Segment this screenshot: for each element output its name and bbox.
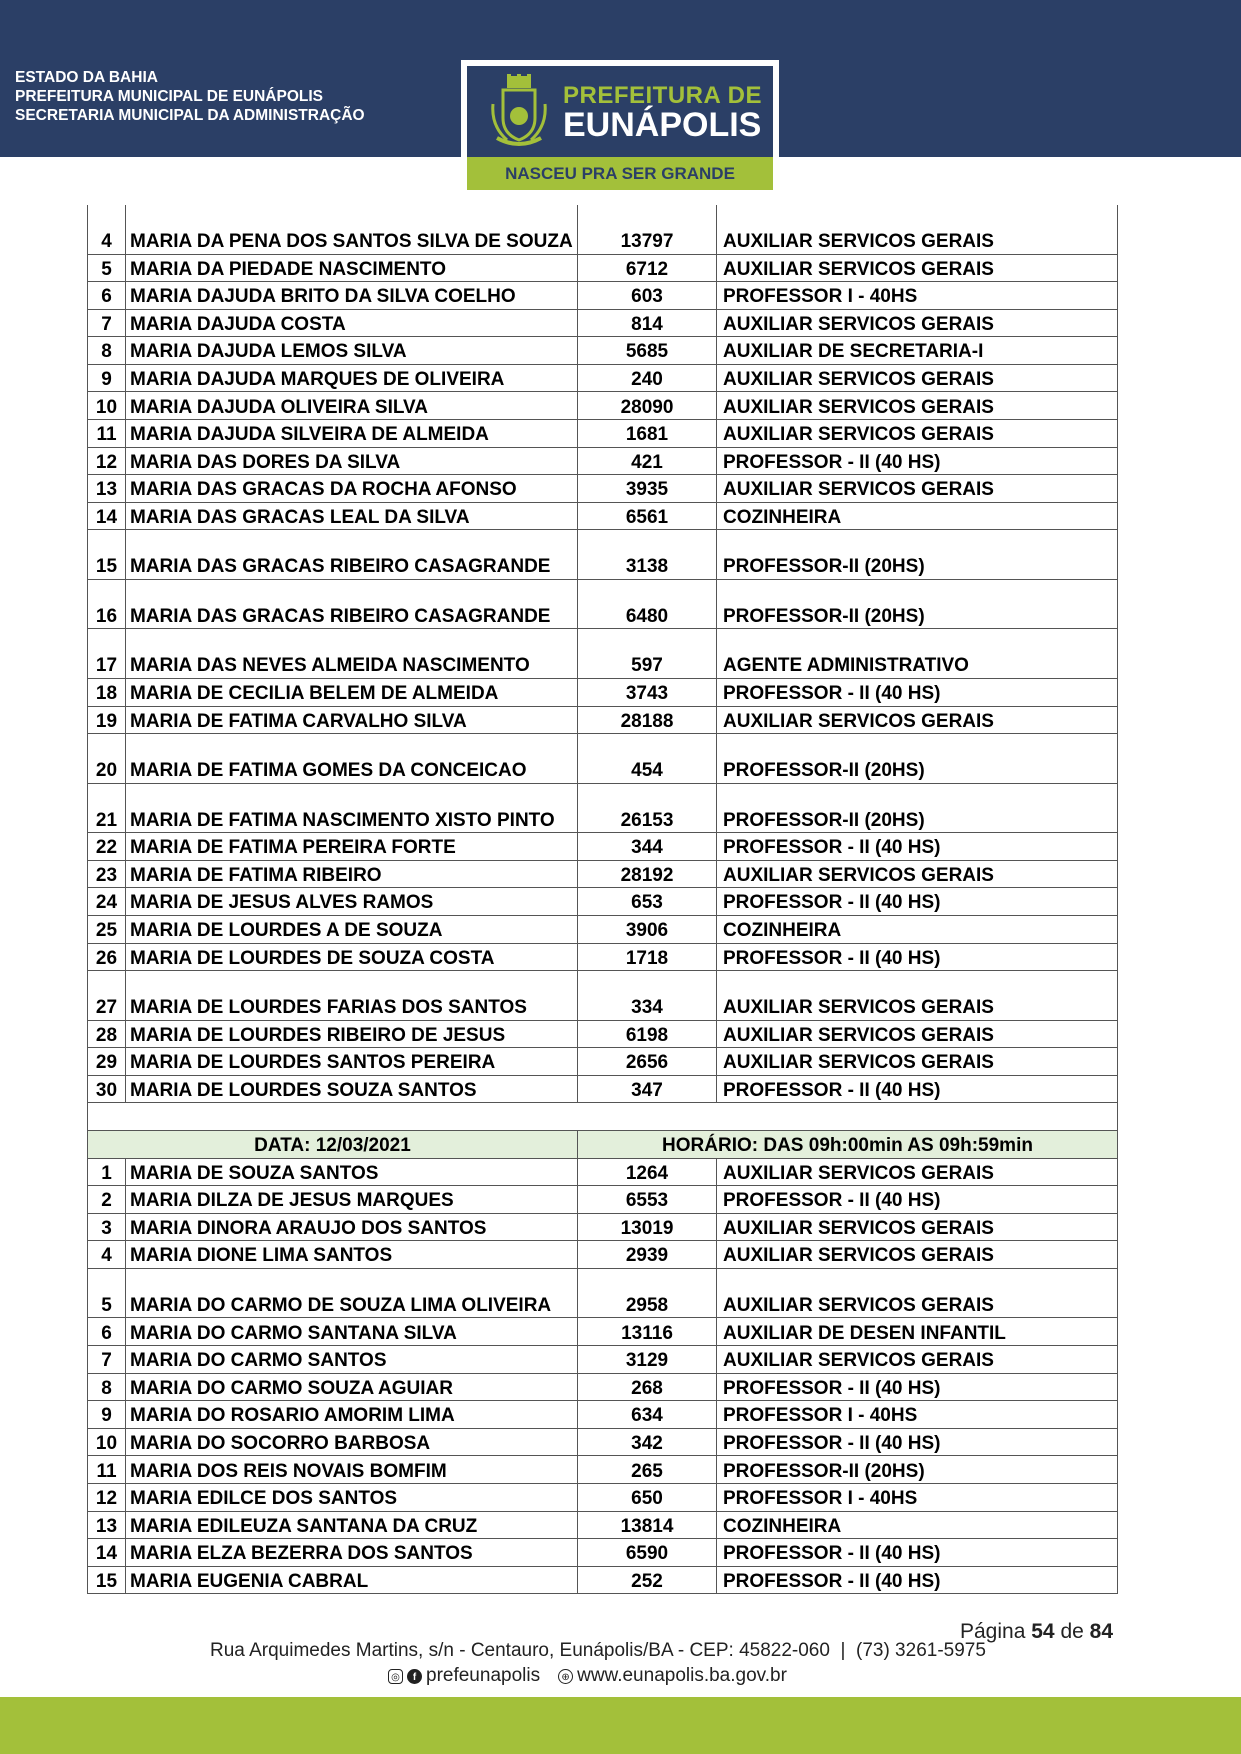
row-number: 22 — [88, 833, 126, 861]
employee-id: 3743 — [578, 678, 717, 706]
employee-name: MARIA DE FATIMA RIBEIRO — [126, 860, 578, 888]
row-number: 5 — [88, 254, 126, 282]
employee-role: PROFESSOR - II (40 HS) — [717, 1075, 1118, 1103]
employee-role: PROFESSOR-II (20HS) — [717, 1456, 1118, 1484]
employee-name: MARIA DAJUDA BRITO DA SILVA COELHO — [126, 282, 578, 310]
employee-id: 1718 — [578, 943, 717, 971]
employee-role: AUXILIAR SERVICOS GERAIS — [717, 364, 1118, 392]
employee-role: AUXILIAR DE SECRETARIA-I — [717, 337, 1118, 365]
table-row — [88, 1456, 1118, 1484]
employee-id: 421 — [578, 447, 717, 475]
employee-role: AUXILIAR SERVICOS GERAIS — [717, 254, 1118, 282]
table-row — [88, 860, 1118, 888]
employee-id: 240 — [578, 364, 717, 392]
table-row — [88, 309, 1118, 337]
employee-name: MARIA DAS DORES DA SILVA — [126, 447, 578, 475]
employee-role: PROFESSOR - II (40 HS) — [717, 678, 1118, 706]
table-row — [88, 1373, 1118, 1401]
employee-name: MARIA DE LOURDES A DE SOUZA — [126, 915, 578, 943]
employee-id: 1681 — [578, 420, 717, 448]
table-row — [88, 943, 1118, 971]
employee-name: MARIA DAJUDA SILVEIRA DE ALMEIDA — [126, 420, 578, 448]
employee-id: 13814 — [578, 1511, 717, 1539]
schedule-header-row — [88, 1130, 1118, 1158]
employee-id: 6590 — [578, 1539, 717, 1567]
employee-role: PROFESSOR-II (20HS) — [717, 579, 1118, 629]
employee-id: 13116 — [578, 1318, 717, 1346]
table-row — [88, 420, 1118, 448]
employee-name: MARIA DAS NEVES ALMEIDA NASCIMENTO — [126, 629, 578, 679]
table-row — [88, 1346, 1118, 1374]
employee-id: 13019 — [578, 1213, 717, 1241]
table-row — [88, 833, 1118, 861]
footer-social — [388, 1665, 787, 1687]
globe-icon: ⊕ — [558, 1669, 573, 1684]
employee-name: MARIA EUGENIA CABRAL — [126, 1566, 578, 1594]
page-current: 54 — [1031, 1620, 1055, 1643]
roster-body — [88, 205, 1118, 1594]
table-row — [88, 1539, 1118, 1567]
footer-band — [0, 1697, 1241, 1754]
employee-role: COZINHEIRA — [717, 915, 1118, 943]
table-row — [88, 734, 1118, 784]
row-number: 12 — [88, 1484, 126, 1512]
row-number: 29 — [88, 1048, 126, 1076]
schedule-date: DATA: 12/03/2021 — [88, 1130, 578, 1158]
row-number: 5 — [88, 1268, 126, 1318]
table-row — [88, 1484, 1118, 1512]
employee-name: MARIA EDILCE DOS SANTOS — [126, 1484, 578, 1512]
logo-panel — [467, 66, 773, 157]
employee-id: 252 — [578, 1566, 717, 1594]
page-total: 84 — [1089, 1620, 1113, 1643]
employee-role: COZINHEIRA — [717, 502, 1118, 530]
table-row — [88, 1213, 1118, 1241]
employee-role: AUXILIAR SERVICOS GERAIS — [717, 205, 1118, 254]
table-row — [88, 1566, 1118, 1594]
employee-id: 6553 — [578, 1186, 717, 1214]
employee-role: PROFESSOR - II (40 HS) — [717, 1539, 1118, 1567]
employee-role: PROFESSOR-II (20HS) — [717, 530, 1118, 580]
row-number: 9 — [88, 364, 126, 392]
employee-role: AUXILIAR SERVICOS GERAIS — [717, 1158, 1118, 1186]
row-number: 27 — [88, 971, 126, 1021]
row-number: 17 — [88, 629, 126, 679]
table-row — [88, 971, 1118, 1021]
employee-name: MARIA DO CARMO SANTANA SILVA — [126, 1318, 578, 1346]
employee-name: MARIA DAJUDA MARQUES DE OLIVEIRA — [126, 364, 578, 392]
row-number: 26 — [88, 943, 126, 971]
table-row — [88, 205, 1118, 254]
row-number: 16 — [88, 579, 126, 629]
employee-role: AGENTE ADMINISTRATIVO — [717, 629, 1118, 679]
row-number: 2 — [88, 1186, 126, 1214]
employee-role: AUXILIAR SERVICOS GERAIS — [717, 1241, 1118, 1269]
employee-id: 3138 — [578, 530, 717, 580]
employee-name: MARIA DIONE LIMA SANTOS — [126, 1241, 578, 1269]
employee-role: AUXILIAR SERVICOS GERAIS — [717, 475, 1118, 503]
facebook-icon: f — [407, 1669, 422, 1684]
employee-role: PROFESSOR - II (40 HS) — [717, 1428, 1118, 1456]
employee-id: 6712 — [578, 254, 717, 282]
row-number: 25 — [88, 915, 126, 943]
employee-role: AUXILIAR SERVICOS GERAIS — [717, 706, 1118, 734]
employee-id: 6561 — [578, 502, 717, 530]
employee-id: 2958 — [578, 1268, 717, 1318]
table-row — [88, 337, 1118, 365]
row-number: 3 — [88, 1213, 126, 1241]
employee-role: AUXILIAR SERVICOS GERAIS — [717, 860, 1118, 888]
logo-line2: EUNÁPOLIS — [563, 106, 762, 144]
website-link[interactable]: www.eunapolis.ba.gov.br — [577, 1665, 787, 1686]
employee-name: MARIA ELZA BEZERRA DOS SANTOS — [126, 1539, 578, 1567]
row-number: 24 — [88, 888, 126, 916]
row-number: 11 — [88, 1456, 126, 1484]
blank-cell — [88, 1103, 1118, 1131]
employee-name: MARIA DO CARMO DE SOUZA LIMA OLIVEIRA — [126, 1268, 578, 1318]
table-row — [88, 447, 1118, 475]
employee-name: MARIA DO SOCORRO BARBOSA — [126, 1428, 578, 1456]
employee-role: AUXILIAR SERVICOS GERAIS — [717, 392, 1118, 420]
employee-role: PROFESSOR-II (20HS) — [717, 783, 1118, 833]
employee-id: 454 — [578, 734, 717, 784]
employee-name: MARIA DA PIEDADE NASCIMENTO — [126, 254, 578, 282]
employee-id: 334 — [578, 971, 717, 1021]
header-text — [15, 68, 365, 125]
table-row — [88, 579, 1118, 629]
employee-role: AUXILIAR SERVICOS GERAIS — [717, 1268, 1118, 1318]
employee-name: MARIA DO CARMO SOUZA AGUIAR — [126, 1373, 578, 1401]
row-number: 15 — [88, 530, 126, 580]
table-row — [88, 392, 1118, 420]
employee-id: 653 — [578, 888, 717, 916]
employee-id: 3129 — [578, 1346, 717, 1374]
employee-id: 28090 — [578, 392, 717, 420]
page-prefix: Página — [960, 1620, 1026, 1643]
employee-name: MARIA DINORA ARAUJO DOS SANTOS — [126, 1213, 578, 1241]
employee-name: MARIA DAJUDA OLIVEIRA SILVA — [126, 392, 578, 420]
employee-id: 6480 — [578, 579, 717, 629]
employee-role: PROFESSOR - II (40 HS) — [717, 1566, 1118, 1594]
logo-tagline: NASCEU PRA SER GRANDE — [467, 157, 773, 190]
table-row — [88, 1241, 1118, 1269]
employee-id: 5685 — [578, 337, 717, 365]
employee-id: 342 — [578, 1428, 717, 1456]
employee-name: MARIA DE FATIMA CARVALHO SILVA — [126, 706, 578, 734]
employee-role: PROFESSOR - II (40 HS) — [717, 1373, 1118, 1401]
row-number: 6 — [88, 282, 126, 310]
employee-id: 603 — [578, 282, 717, 310]
row-number: 1 — [88, 1158, 126, 1186]
table-row — [88, 1075, 1118, 1103]
row-number: 19 — [88, 706, 126, 734]
employee-name: MARIA DAJUDA COSTA — [126, 309, 578, 337]
employee-name: MARIA EDILEUZA SANTANA DA CRUZ — [126, 1511, 578, 1539]
employee-id: 344 — [578, 833, 717, 861]
employee-id: 1264 — [578, 1158, 717, 1186]
employee-role: PROFESSOR - II (40 HS) — [717, 1186, 1118, 1214]
table-row — [88, 1428, 1118, 1456]
row-number: 18 — [88, 678, 126, 706]
employee-role: AUXILIAR SERVICOS GERAIS — [717, 309, 1118, 337]
row-number: 10 — [88, 392, 126, 420]
employee-role: PROFESSOR I - 40HS — [717, 282, 1118, 310]
row-number: 8 — [88, 337, 126, 365]
row-number: 14 — [88, 1539, 126, 1567]
employee-id: 26153 — [578, 783, 717, 833]
table-row — [88, 364, 1118, 392]
instagram-icon: ◎ — [388, 1669, 403, 1684]
schedule-time: HORÁRIO: DAS 09h:00min AS 09h:59min — [578, 1130, 1118, 1158]
crest-icon — [487, 74, 551, 150]
employee-name: MARIA DE JESUS ALVES RAMOS — [126, 888, 578, 916]
employee-id: 6198 — [578, 1020, 717, 1048]
employee-id: 3935 — [578, 475, 717, 503]
employee-role: AUXILIAR DE DESEN INFANTIL — [717, 1318, 1118, 1346]
employee-role: AUXILIAR SERVICOS GERAIS — [717, 1213, 1118, 1241]
row-number: 15 — [88, 1566, 126, 1594]
row-number: 20 — [88, 734, 126, 784]
employee-name: MARIA DO CARMO SANTOS — [126, 1346, 578, 1374]
employee-name: MARIA DE LOURDES DE SOUZA COSTA — [126, 943, 578, 971]
row-number: 7 — [88, 1346, 126, 1374]
row-number: 13 — [88, 1511, 126, 1539]
table-row — [88, 1048, 1118, 1076]
employee-name: MARIA DE LOURDES RIBEIRO DE JESUS — [126, 1020, 578, 1048]
employee-name: MARIA DILZA DE JESUS MARQUES — [126, 1186, 578, 1214]
row-number: 8 — [88, 1373, 126, 1401]
employee-role: AUXILIAR SERVICOS GERAIS — [717, 1346, 1118, 1374]
table-row — [88, 1268, 1118, 1318]
employee-id: 28188 — [578, 706, 717, 734]
employee-name: MARIA DOS REIS NOVAIS BOMFIM — [126, 1456, 578, 1484]
row-number: 7 — [88, 309, 126, 337]
employee-name: MARIA DA PENA DOS SANTOS SILVA DE SOUZA — [126, 205, 578, 254]
employee-role: PROFESSOR - II (40 HS) — [717, 447, 1118, 475]
table-row — [88, 1186, 1118, 1214]
header-line-state: ESTADO DA BAHIA — [15, 69, 158, 86]
employee-role: AUXILIAR SERVICOS GERAIS — [717, 1048, 1118, 1076]
blank-separator-row — [88, 1103, 1118, 1131]
employee-id: 634 — [578, 1401, 717, 1429]
employee-role: COZINHEIRA — [717, 1511, 1118, 1539]
employee-role: PROFESSOR - II (40 HS) — [717, 943, 1118, 971]
table-row — [88, 1318, 1118, 1346]
employee-id: 347 — [578, 1075, 717, 1103]
row-number: 6 — [88, 1318, 126, 1346]
logo-line1: PREFEITURA DE — [563, 82, 762, 109]
employee-name: MARIA DAS GRACAS RIBEIRO CASAGRANDE — [126, 530, 578, 580]
employee-name: MARIA DAS GRACAS DA ROCHA AFONSO — [126, 475, 578, 503]
employee-id: 265 — [578, 1456, 717, 1484]
employee-name: MARIA DAJUDA LEMOS SILVA — [126, 337, 578, 365]
employee-id: 814 — [578, 309, 717, 337]
employee-name: MARIA DO ROSARIO AMORIM LIMA — [126, 1401, 578, 1429]
row-number: 12 — [88, 447, 126, 475]
table-row — [88, 678, 1118, 706]
header-line-prefecture: PREFEITURA MUNICIPAL DE EUNÁPOLIS — [15, 88, 324, 105]
employee-name: MARIA DE SOUZA SANTOS — [126, 1158, 578, 1186]
roster-table — [87, 205, 1118, 1594]
table-row — [88, 783, 1118, 833]
row-number: 21 — [88, 783, 126, 833]
employee-role: PROFESSOR I - 40HS — [717, 1401, 1118, 1429]
row-number: 30 — [88, 1075, 126, 1103]
table-row — [88, 1158, 1118, 1186]
employee-name: MARIA DAS GRACAS RIBEIRO CASAGRANDE — [126, 579, 578, 629]
row-number: 4 — [88, 1241, 126, 1269]
employee-name: MARIA DE LOURDES SOUZA SANTOS — [126, 1075, 578, 1103]
table-row — [88, 254, 1118, 282]
table-row — [88, 282, 1118, 310]
employee-name: MARIA DAS GRACAS LEAL DA SILVA — [126, 502, 578, 530]
employee-name: MARIA DE FATIMA PEREIRA FORTE — [126, 833, 578, 861]
table-row — [88, 629, 1118, 679]
employee-id: 2939 — [578, 1241, 717, 1269]
row-number: 13 — [88, 475, 126, 503]
employee-name: MARIA DE LOURDES SANTOS PEREIRA — [126, 1048, 578, 1076]
table-row — [88, 888, 1118, 916]
row-number: 11 — [88, 420, 126, 448]
table-row — [88, 1020, 1118, 1048]
table-row — [88, 475, 1118, 503]
row-number: 10 — [88, 1428, 126, 1456]
employee-id: 13797 — [578, 205, 717, 254]
row-number: 9 — [88, 1401, 126, 1429]
footer-address: Rua Arquimedes Martins, s/n - Centauro, Eunápolis/BA - CEP: 45822-060 | (73) 3261-5975 — [210, 1640, 986, 1661]
table-row — [88, 706, 1118, 734]
employee-name: MARIA DE CECILIA BELEM DE ALMEIDA — [126, 678, 578, 706]
employee-name: MARIA DE FATIMA NASCIMENTO XISTO PINTO — [126, 783, 578, 833]
employee-role: PROFESSOR - II (40 HS) — [717, 888, 1118, 916]
employee-id: 2656 — [578, 1048, 717, 1076]
row-number: 4 — [88, 205, 126, 254]
social-handle[interactable]: prefeunapolis — [426, 1665, 541, 1686]
employee-id: 650 — [578, 1484, 717, 1512]
table-row — [88, 502, 1118, 530]
row-number: 28 — [88, 1020, 126, 1048]
employee-id: 597 — [578, 629, 717, 679]
row-number: 23 — [88, 860, 126, 888]
table-row — [88, 1401, 1118, 1429]
header-line-secretariat: SECRETARIA MUNICIPAL DA ADMINISTRAÇÃO — [15, 107, 365, 124]
employee-name: MARIA DE LOURDES FARIAS DOS SANTOS — [126, 971, 578, 1021]
employee-id: 28192 — [578, 860, 717, 888]
employee-name: MARIA DE FATIMA GOMES DA CONCEICAO — [126, 734, 578, 784]
page-of: de — [1060, 1620, 1084, 1643]
employee-role: AUXILIAR SERVICOS GERAIS — [717, 420, 1118, 448]
employee-role: PROFESSOR-II (20HS) — [717, 734, 1118, 784]
employee-id: 3906 — [578, 915, 717, 943]
employee-role: AUXILIAR SERVICOS GERAIS — [717, 971, 1118, 1021]
employee-role: PROFESSOR I - 40HS — [717, 1484, 1118, 1512]
table-row — [88, 1511, 1118, 1539]
row-number: 14 — [88, 502, 126, 530]
table-row — [88, 915, 1118, 943]
prefecture-logo — [461, 60, 779, 193]
employee-role: PROFESSOR - II (40 HS) — [717, 833, 1118, 861]
employee-id: 268 — [578, 1373, 717, 1401]
employee-role: AUXILIAR SERVICOS GERAIS — [717, 1020, 1118, 1048]
table-row — [88, 530, 1118, 580]
